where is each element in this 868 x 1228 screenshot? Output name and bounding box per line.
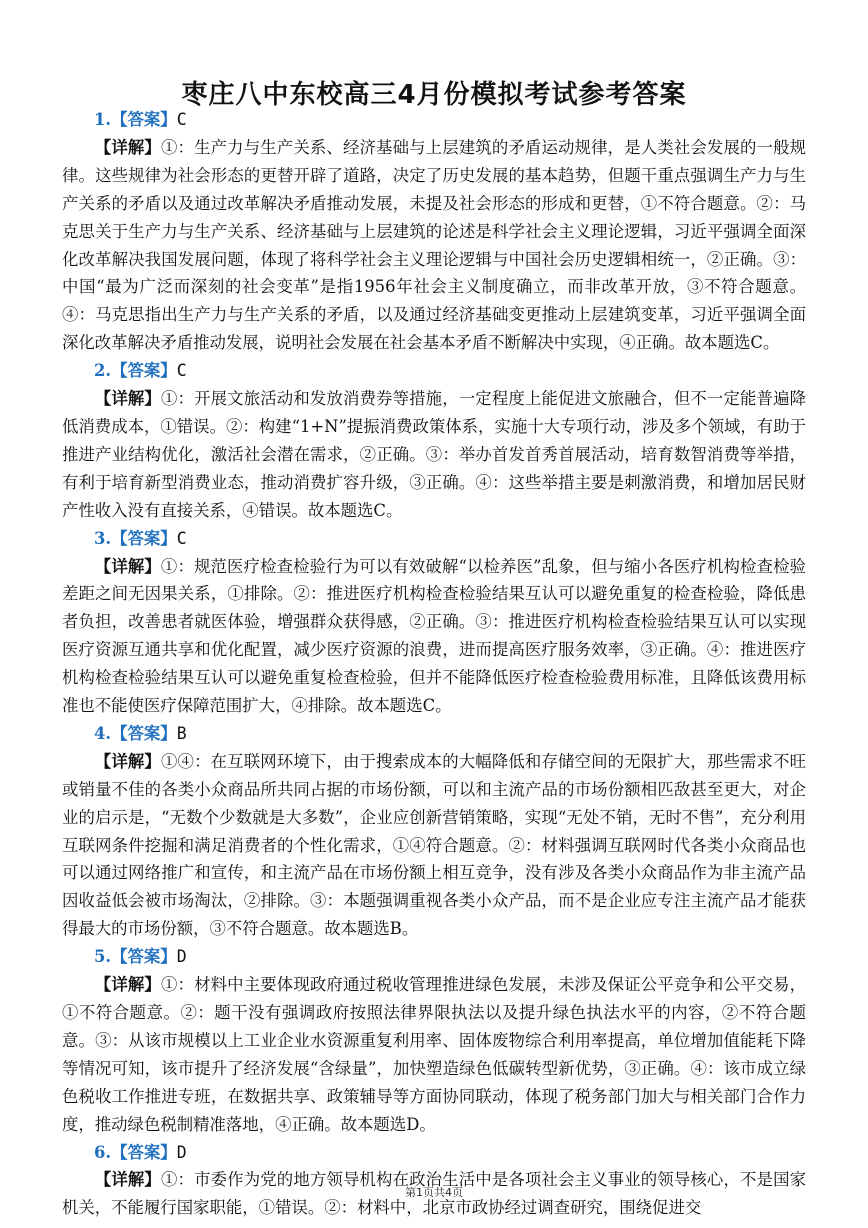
document-title: 枣庄八中东校高三4月份模拟考试参考答案 [181,80,687,110]
detail-text: ①：生产力与生产关系、经济基础与上层建筑的矛盾运动规律，是人类社会发展的一般规律。这些规律为社会形态的更替开辟了道路，决定了历史发展的基本趋势，但题干重点强调生产力与生产关系的矛盾以及通过改革解决矛盾推动发展，未提及社会形态的形成和更替，①不符合题意。②：马克思关于生产力与生产关系、经济基础与上层建筑的论述是科学社会主义理论逻辑，习近平强调全面深化改革解决我国发展问题，体现了将科学社会主义理论逻辑与中国社会历史逻辑相统一，②正确。③：中国“最为广泛而深刻的社会变革”是指1956年社会主义制度确立，而非改革开放，③不符合题意。④：马克思指出生产力与生产关系的矛盾，以及通过经济基础变更推动上层建筑变革，习近平强调全面深化改革解决矛盾推动发展，说明社会发展在社会基本矛盾不断解决中实现，④正确。故本题选C。 [62,137,807,353]
question-number: 1. [94,110,112,129]
question-block [62,943,806,1138]
question-block [62,720,806,943]
detail-text: ①：开展文旅活动和发放消费券等措施，一定程度上能促进文旅融合，但不一定能普遍降低消费成本，①错误。②：构建“1+N”提振消费政策体系，实施十大专项行动，涉及多个领域，有助于推进产业结构优化，激活社会潜在需求，②正确。③：举办首发首秀首展活动，培育数智消费等举措，有利于培育新型消费业态，推动消费扩容升级，③正确。④：这些举措主要是刺激消费，和增加居民财产性收入没有直接关系，④错误。故本题选C。 [62,389,807,520]
detail-text: ①：市委作为党的地方领导机构在政治生活中是各项社会主义事业的领导核心，不是国家机关，不能履行国家职能，①错误。②：材料中，北京市政协经过调查研究，围绕促进交 [62,1170,807,1218]
detail-label: 【详解】 [94,751,161,771]
detail-text: ①：规范医疗检查检验行为可以有效破解“以检养医”乱象，但与缩小各医疗机构检查检验差距之间无因果关系，①排除。②：推进医疗机构检查检验结果互认可以避免重复的检查检验，降低患者负担，改善患者就医体验，增强群众获得感，②正确。③：推进医疗机构检查检验结果互认可以实现医疗资源互通共享和优化配置，减少医疗资源的浪费，进而提高医疗服务效率，③正确。④：推进医疗机构检查检验结果互认可以避免重复检查检验，但并不能降低医疗检查检验费用标准，且降低该费用标准也不能使医疗保障范围扩大，④排除。故本题选C。 [62,556,806,716]
answer-value: C [176,110,187,129]
answer-list [62,106,806,1222]
answer-line [62,1139,806,1167]
detail-paragraph [62,748,806,943]
answer-tag: 【答案】 [111,1142,177,1162]
answer-value: C [176,361,187,381]
detail-label: 【详解】 [94,1170,161,1190]
question-block [62,357,806,524]
answer-tag: 【答案】 [111,361,177,381]
answer-line [62,106,806,134]
detail-paragraph [62,971,806,1138]
detail-paragraph [62,134,806,357]
answer-tag: 【答案】 [111,110,177,129]
question-block [62,525,806,720]
detail-text: ①：材料中主要体现政府通过税收管理推进绿色发展，未涉及保证公平竞争和公平交易，①不符合题意。②：题干没有强调政府按照法律界限执法以及提升绿色执法水平的内容，②不符合题意。③：从该市规模以上工业企业水资源重复利用率、固体废物综合利用率提高，单位增加值能耗下降等情况可知，该市提升了经济发展“含绿量”，加快塑造绿色低碳转型新优势，③正确。④：该市成立绿色税收工作推进专班，在数据共享、政策辅导等方面协同联动，体现了税务部门加大与相关部门合作力度，推动绿色税制精准落地，④正确。故本题选D。 [62,975,807,1134]
answer-value: D [176,1142,187,1162]
question-block [62,1139,806,1223]
answer-line [62,720,806,748]
question-number: 3. [94,528,112,548]
detail-label: 【详解】 [94,389,161,409]
answer-tag: 【答案】 [111,528,177,548]
detail-label: 【详解】 [94,137,161,157]
question-number: 6. [94,1142,112,1162]
question-number: 2. [94,361,112,381]
detail-text: ①④：在互联网环境下，由于搜索成本的大幅降低和存储空间的无限扩大，那些需求不旺或销量不佳的各类小众商品所共同占据的市场份额，可以和主流产品的市场份额相匹敌甚至更大，对企业的启示是，“无数个少数就是大多数”，企业应创新营销策略，实现“无处不销，无时不售”，充分利用互联网条件挖掘和满足消费者的个性化需求，①④符合题意。②：材料强调互联网时代各类小众商品也可以通过网络推广和宣传，和主流产品在市场份额上相互竞争，没有涉及各类小众商品作为非主流产品因收益低会被市场淘汰，②排除。③：本题强调重视各类小众产品，而不是企业应专注主流产品才能获得最大的市场份额，③不符合题意。故本题选B。 [62,751,807,939]
detail-paragraph [62,385,806,525]
detail-paragraph [62,553,806,720]
question-number: 4. [94,723,112,743]
answer-value: D [176,947,187,967]
detail-label: 【详解】 [94,975,161,995]
detail-label: 【详解】 [94,556,161,576]
page-footer: 第1页共4页 [405,1186,463,1199]
answer-tag: 【答案】 [111,723,177,743]
answer-line [62,525,806,553]
question-block [62,106,806,357]
answer-tag: 【答案】 [111,947,177,967]
answer-line [62,943,806,971]
question-number: 5. [94,947,112,967]
answer-line [62,357,806,385]
answer-value: B [176,723,187,743]
answer-value: C [176,528,187,548]
